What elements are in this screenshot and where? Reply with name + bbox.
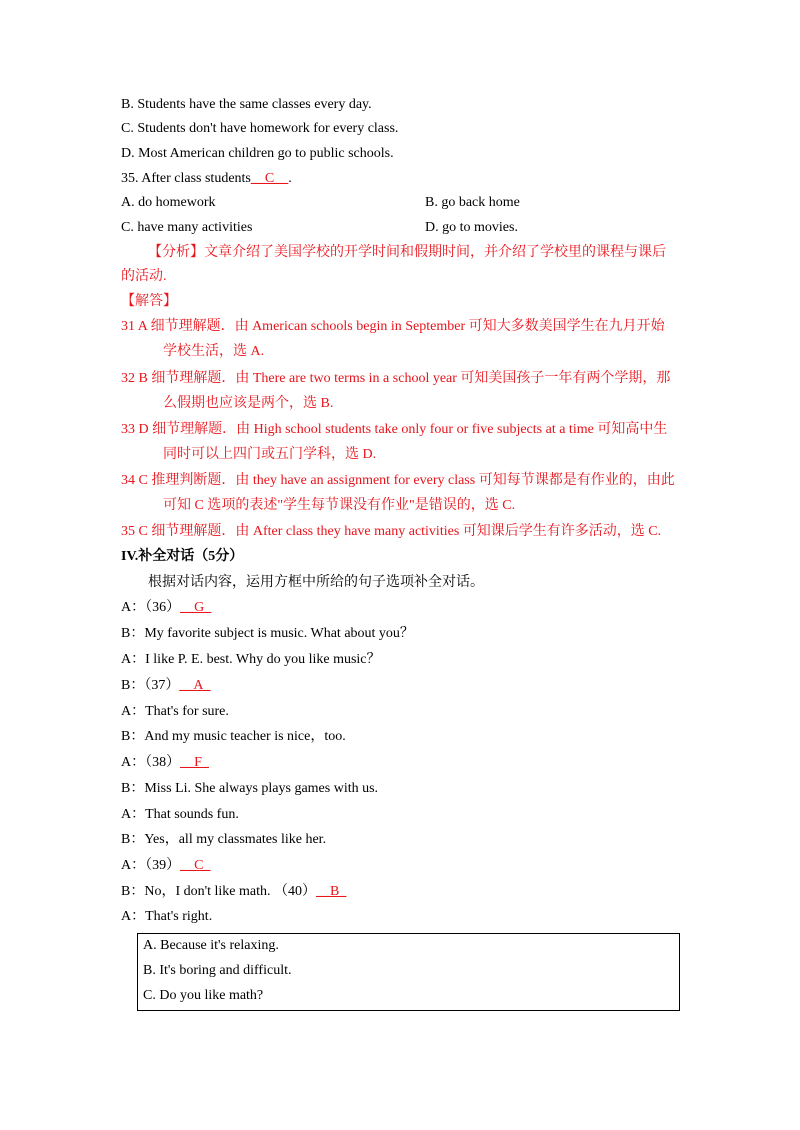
answer-blank: __F_	[180, 755, 209, 770]
q35-stem	[121, 169, 292, 189]
answer-32-line-1: 32 B 细节理解题．由 There are two terms in a school year 可知美国孩子一年有两个学期，那	[121, 371, 671, 386]
dialogue-line	[121, 727, 346, 747]
speaker-label: A：	[121, 807, 146, 822]
box-option-b: B. It's boring and difficult.	[143, 963, 292, 978]
speaker-label: B：	[121, 832, 145, 847]
dialogue-line	[121, 907, 212, 927]
dialogue-text: No，I don't like math. （40）	[144, 884, 317, 899]
answer-31-line-1: 31 A 细节理解题．由 American schools begin in September 可知大多数美国学生在九月开始	[121, 319, 665, 334]
dialogue-text: I like P. E. best. Why do you like music？	[145, 652, 381, 667]
answer-blank: __G_	[180, 600, 212, 615]
blank-number: （36）	[145, 600, 181, 615]
dialogue-line-38	[121, 753, 209, 773]
box-option-a: A. Because it's relaxing.	[143, 938, 279, 953]
q35-option-b: B. go back home	[425, 195, 520, 210]
dialogue-line	[121, 779, 378, 799]
dialogue-text: Miss Li. She always plays games with us.	[144, 781, 379, 796]
q34-option-d: D. Most American children go to public schools.	[121, 146, 394, 161]
answer-blank: __B_	[316, 884, 347, 899]
dialogue-text: That's for sure.	[145, 704, 229, 719]
dialogue-line	[121, 830, 326, 850]
blank-number: （37）	[144, 678, 180, 693]
dialogue-line	[121, 805, 239, 825]
dialogue-line-39	[121, 856, 210, 876]
q35-option-a: A. do homework	[121, 195, 216, 210]
options-box	[137, 933, 680, 1011]
dialogue-text: That's right.	[145, 909, 213, 924]
dialogue-line-40	[121, 882, 346, 902]
speaker-label: A：	[121, 600, 146, 615]
q34-option-c: C. Students don't have homework for every class.	[121, 121, 399, 136]
blank-number: （38）	[145, 755, 181, 770]
analysis-line-1: 【分析】文章介绍了美国学校的开学时间和假期时间，并介绍了学校里的课程与课后	[148, 245, 666, 260]
q35-stem-suffix: .	[288, 171, 292, 186]
q35-option-c: C. have many activities	[121, 220, 253, 235]
dialogue-text: And my music teacher is nice，too.	[144, 729, 346, 744]
dialogue-line	[121, 624, 414, 644]
answer-35-line-1: 35 C 细节理解题．由 After class they have many activities 可知课后学生有许多活动，选 C.	[121, 524, 662, 539]
speaker-label: A：	[121, 652, 146, 667]
dialogue-line-36	[121, 598, 211, 618]
dialogue-text: Yes，all my classmates like her.	[144, 832, 327, 847]
section-4-heading: IV.补全对话（5分）	[121, 549, 244, 564]
speaker-label: B：	[121, 678, 145, 693]
answer-34-line-2: 可知 C 选项的表述"学生每节课没有作业"是错误的，选 C.	[163, 498, 516, 513]
speaker-label: A：	[121, 704, 146, 719]
speaker-label: A：	[121, 858, 146, 873]
dialogue-line-37	[121, 676, 210, 696]
speaker-label: B：	[121, 781, 145, 796]
speaker-label: B：	[121, 626, 145, 641]
speaker-label: A：	[121, 909, 146, 924]
dialogue-text: That sounds fun.	[145, 807, 239, 822]
q35-stem-prefix: 35. After class students	[121, 171, 251, 186]
q35-answer-blank: __C__	[250, 171, 289, 186]
answer-32-line-2: 么假期也应该是两个，选 B.	[163, 396, 334, 411]
dialogue-line	[121, 702, 229, 722]
q34-option-b: B. Students have the same classes every day.	[121, 97, 372, 112]
speaker-label: B：	[121, 729, 145, 744]
answer-blank: __C_	[180, 858, 211, 873]
answer-heading: 【解答】	[121, 294, 177, 309]
box-option-c: C. Do you like math?	[143, 988, 264, 1003]
blank-number: （39）	[145, 858, 181, 873]
answer-33-line-2: 同时可以上四门或五门学科，选 D.	[163, 447, 377, 462]
speaker-label: B：	[121, 884, 145, 899]
answer-34-line-1: 34 C 推理判断题．由 they have an assignment for every class 可知每节课都是有作业的，由此	[121, 473, 675, 488]
dialogue-line	[121, 650, 381, 670]
dialogue-text: My favorite subject is music. What about you？	[144, 626, 414, 641]
section-4-instruction: 根据对话内容，运用方框中所给的句子选项补全对话。	[148, 575, 484, 590]
speaker-label: A：	[121, 755, 146, 770]
answer-blank: __A_	[179, 678, 211, 693]
answer-31-line-2: 学校生活，选 A.	[163, 344, 265, 359]
answer-33-line-1: 33 D 细节理解题．由 High school students take only four or five subjects at a time 可知高中生	[121, 422, 668, 437]
q35-option-d: D. go to movies.	[425, 220, 518, 235]
analysis-line-2: 的活动.	[121, 269, 167, 284]
